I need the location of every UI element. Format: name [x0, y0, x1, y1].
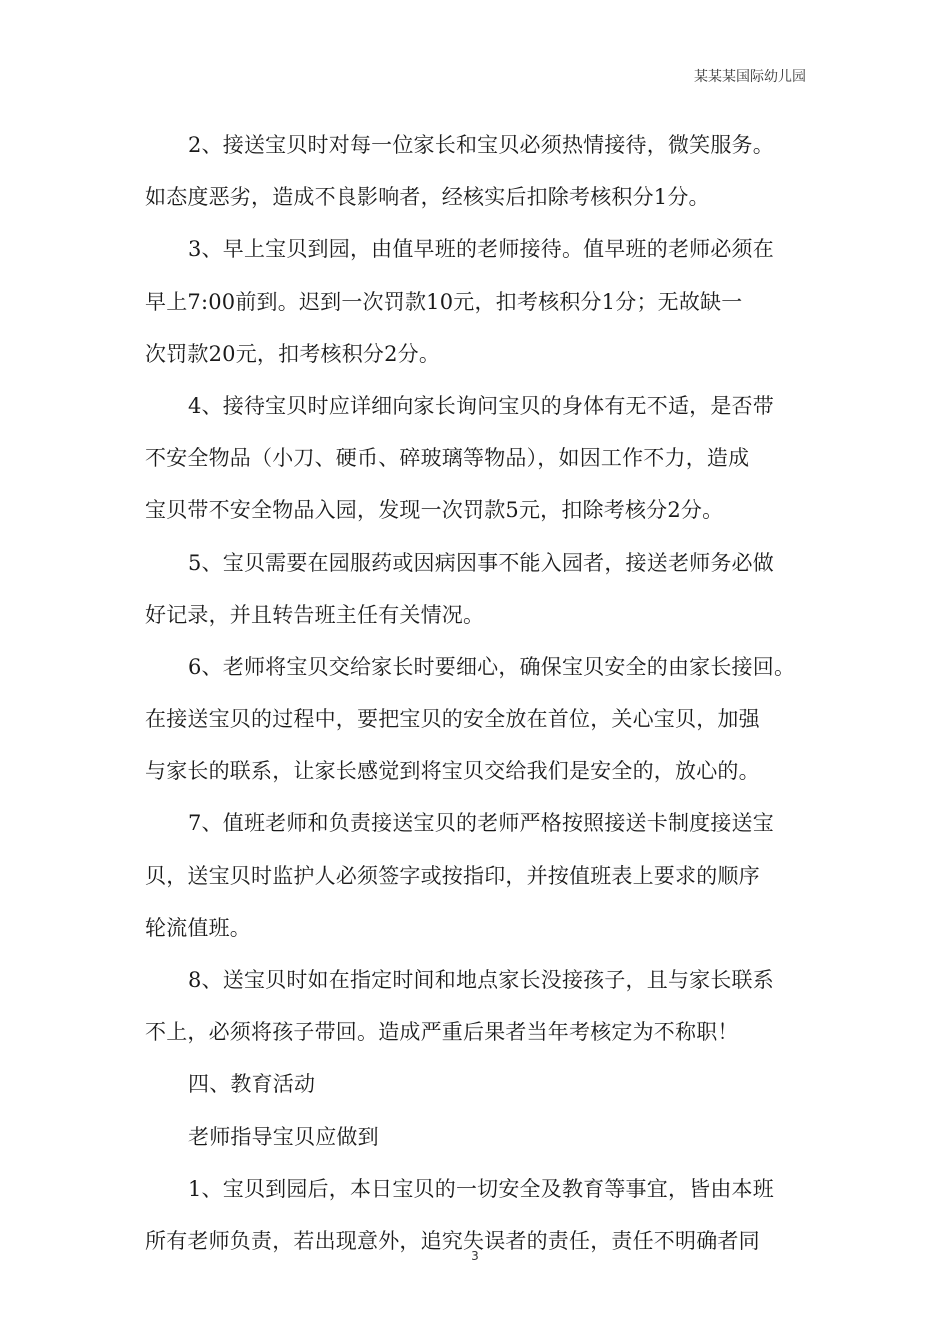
text-line: 与家长的联系，让家长感觉到将宝贝交给我们是安全的，放心的。	[145, 759, 760, 784]
text-line: 轮流值班。	[145, 915, 251, 940]
text-line: 4、接待宝贝时应详细向家长询问宝贝的身体有无不适，是否带	[188, 393, 774, 418]
page-number: 3	[471, 1249, 479, 1263]
text-line: 贝，送宝贝时监护人必须签字或按指印，并按值班表上要求的顺序	[145, 863, 760, 888]
text-line: 8、送宝贝时如在指定时间和地点家长没接孩子，且与家长联系	[188, 968, 774, 992]
text-line: 3、早上宝贝到园，由值早班的老师接待。值早班的老师必须在	[188, 237, 774, 262]
text-line: 四、教育活动	[188, 1072, 316, 1097]
page-header-org-name: 某某某国际幼儿园	[694, 69, 806, 85]
document-body	[145, 128, 809, 1276]
text-line: 老师指导宝贝应做到	[188, 1124, 379, 1149]
text-line: 7、值班老师和负责接送宝贝的老师严格按照接送卡制度接送宝	[188, 811, 774, 836]
text-line: 6、老师将宝贝交给家长时要细心，确保宝贝安全的由家长接回。	[188, 654, 796, 679]
text-line: 如态度恶劣，造成不良影响者，经核实后扣除考核积分1分。	[145, 185, 710, 210]
text-line: 早上7:00前到。迟到一次罚款10元，扣考核积分1分；无故缺一	[145, 289, 743, 314]
text-line: 次罚款20元，扣考核积分2分。	[145, 341, 441, 366]
text-line: 不上，必须将孩子带回。造成严重后果者当年考核定为不称职！	[145, 1020, 739, 1045]
text-line: 1、宝贝到园后，本日宝贝的一切安全及教育等事宜，皆由本班	[188, 1176, 774, 1201]
text-line: 5、宝贝需要在园服药或因病因事不能入园者，接送老师务必做	[188, 550, 774, 575]
text-line: 在接送宝贝的过程中，要把宝贝的安全放在首位，关心宝贝，加强	[145, 707, 760, 732]
text-line: 2、接送宝贝时对每一位家长和宝贝必须热情接待，微笑服务。	[188, 133, 774, 157]
text-line: 好记录，并且转告班主任有关情况。	[145, 602, 485, 627]
text-line: 所有老师负责，若出现意外，追究失误者的责任，责任不明确者同	[145, 1228, 760, 1253]
text-line: 宝贝带不安全物品入园，发现一次罚款5元，扣除考核分2分。	[145, 498, 724, 523]
text-line: 不安全物品（小刀、硬币、碎玻璃等物品），如因工作不力，造成	[145, 446, 750, 471]
